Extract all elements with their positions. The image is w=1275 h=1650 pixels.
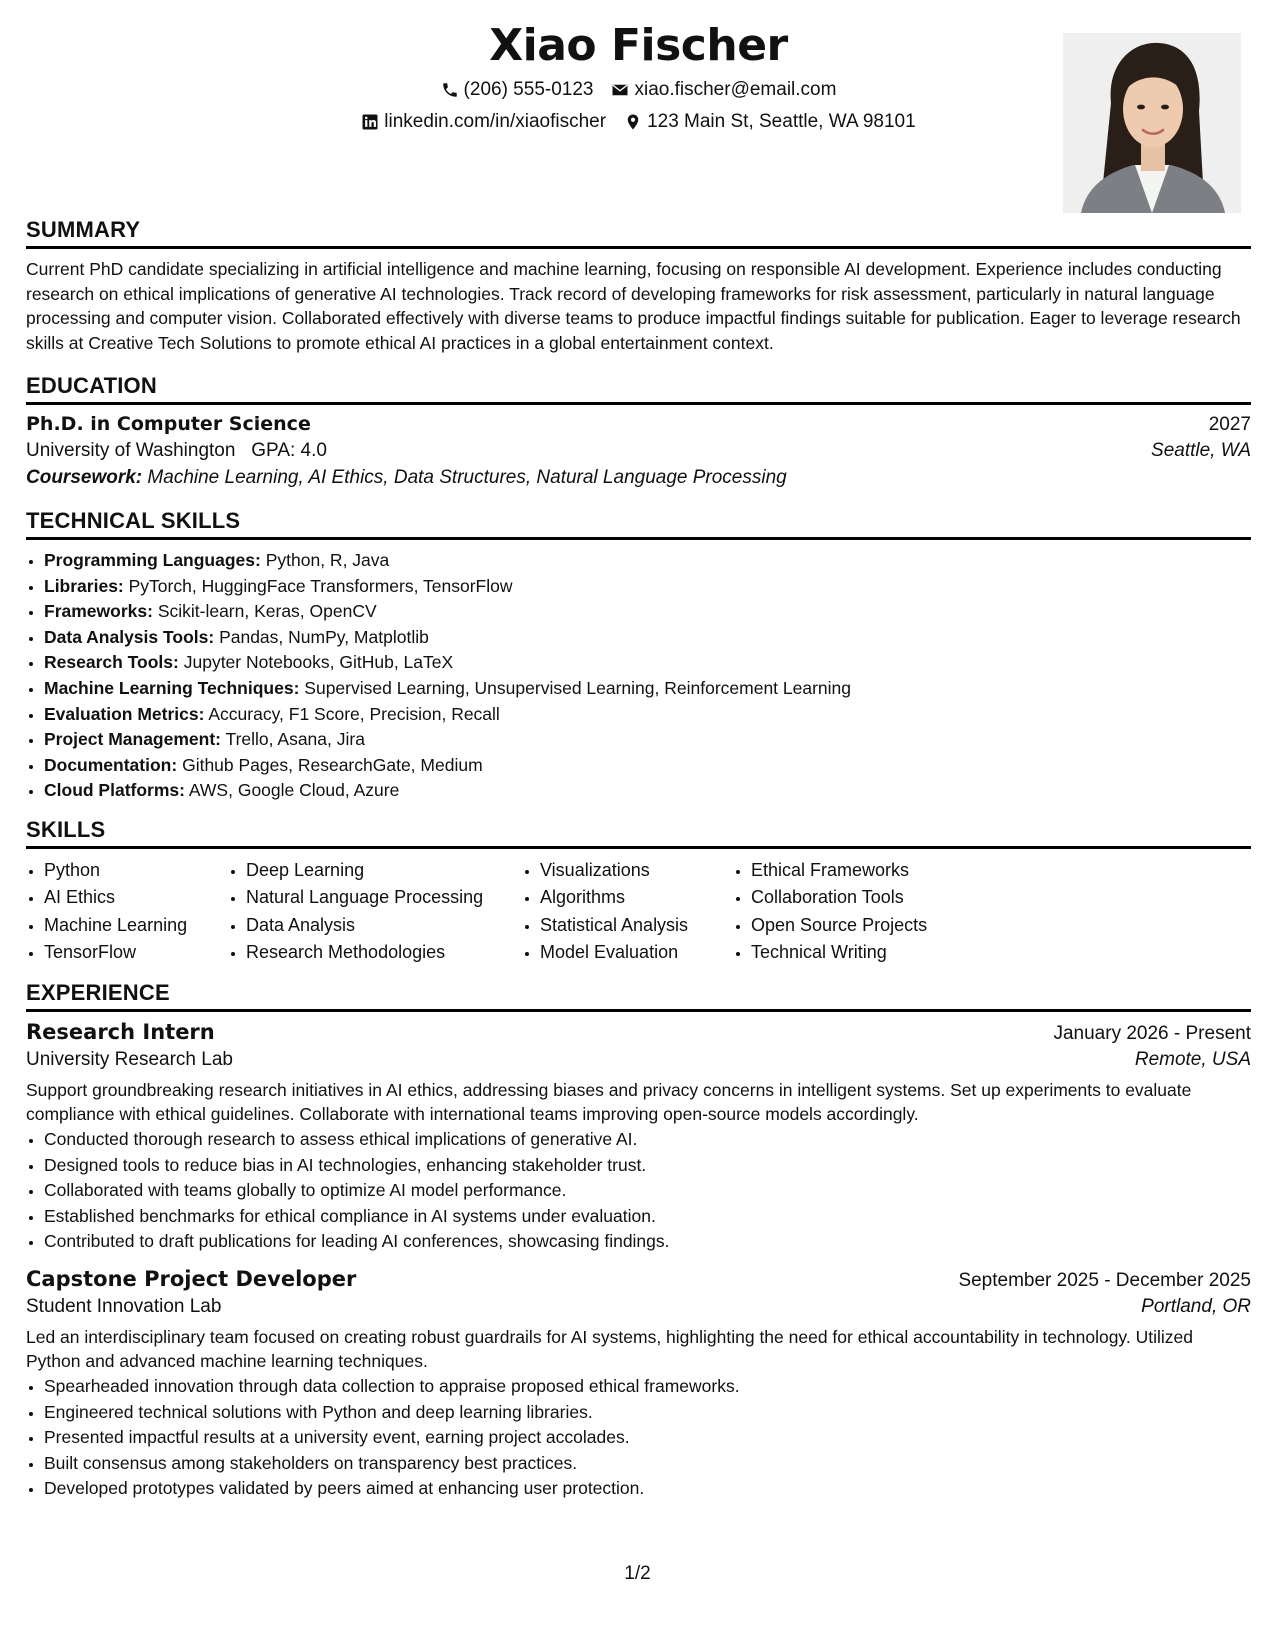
coursework-label: Coursework:	[26, 467, 143, 488]
technical-skill-item	[44, 727, 1251, 753]
technical-skill-value: Python, R, Java	[265, 550, 390, 570]
education-row-1	[26, 413, 1251, 436]
degree-title: Ph.D. in Computer Science	[26, 413, 311, 435]
skill-item: • Ethical Frameworks	[751, 857, 971, 885]
technical-skill-label: Frameworks:	[44, 601, 153, 622]
contact-phone	[441, 79, 594, 101]
job-location: Remote, USA	[1134, 1048, 1251, 1070]
technical-skill-label: Machine Learning Techniques:	[44, 677, 300, 698]
coursework-line	[26, 467, 1251, 489]
job-org-row	[26, 1049, 1251, 1071]
education-row-2	[26, 440, 1251, 462]
job-org-row	[26, 1296, 1251, 1318]
address-text: 123 Main St, Seattle, WA 98101	[647, 111, 916, 132]
technical-skill-item	[44, 574, 1251, 600]
job-entry	[26, 1267, 1251, 1502]
resume-header	[26, 0, 1251, 215]
job-bullet: • Built consensus among stakeholders on transparency best practices.	[44, 1451, 1251, 1477]
job-organization: University Research Lab	[26, 1048, 233, 1070]
technical-skill-value: Pandas, NumPy, Matplotlib	[219, 626, 429, 647]
coursework-list: Machine Learning, AI Ethics, Data Structures, Natural Language Processing	[147, 467, 787, 488]
skills-column	[733, 857, 971, 967]
email-text[interactable]: xiao.fischer@email.com	[634, 79, 837, 100]
gpa: GPA: 4.0	[251, 440, 327, 461]
skills-grid	[26, 857, 1251, 967]
job-bullet: • Developed prototypes validated by peers aimed at enhancing user protection.	[44, 1476, 1251, 1502]
skill-item: • Model Evaluation	[540, 939, 733, 967]
skill-item: • Machine Learning	[44, 912, 228, 940]
school-name: University of Washington	[26, 440, 236, 461]
job-description: Support groundbreaking research initiatives in AI ethics, addressing biases and privacy concerns in intelligent systems. Set up experiments to evaluate compliance with ethical guidelines. Collaborate with international teams improving open-source models accordingly.	[26, 1079, 1192, 1125]
linkedin-icon	[361, 113, 379, 131]
technical-skill-item	[44, 778, 1251, 804]
technical-skill-item	[44, 650, 1251, 676]
resume-page	[26, 0, 1251, 1502]
job-bullet: • Collaborated with teams globally to optimize AI model performance.	[44, 1178, 1251, 1204]
summary-section	[26, 216, 1251, 355]
skill-item: • Data Analysis	[246, 912, 522, 940]
summary-heading: SUMMARY	[26, 216, 1251, 249]
job-bullet: • Presented impactful results at a university event, earning project accolades.	[44, 1425, 1251, 1451]
skill-item: • Open Source Projects	[751, 912, 971, 940]
education-heading: EDUCATION	[26, 372, 1251, 405]
technical-skill-item	[44, 599, 1251, 625]
skill-item: • Deep Learning	[246, 857, 522, 885]
technical-skill-item	[44, 548, 1251, 574]
skill-item: • Python	[44, 857, 228, 885]
contact-linkedin[interactable]	[361, 111, 606, 133]
technical-skill-value: PyTorch, HuggingFace Transformers, TensorFlow	[128, 575, 513, 596]
skills-heading: SKILLS	[26, 816, 1251, 849]
technical-skill-value: Trello, Asana, Jira	[225, 729, 365, 750]
skill-item: • Algorithms	[540, 884, 733, 912]
technical-skill-value: AWS, Google Cloud, Azure	[188, 780, 400, 801]
experience-list	[26, 1020, 1251, 1502]
skill-item: • Research Methodologies	[246, 939, 522, 967]
technical-skill-item	[44, 676, 1251, 702]
contact-address	[624, 111, 916, 133]
technical-skill-label: Documentation:	[44, 754, 178, 775]
job-entry	[26, 1020, 1251, 1255]
technical-skills-section	[26, 507, 1251, 804]
technical-skill-value: Github Pages, ResearchGate, Medium	[182, 754, 483, 775]
skills-column	[522, 857, 733, 967]
technical-skill-label: Cloud Platforms:	[44, 780, 185, 801]
skills-column	[26, 857, 228, 967]
experience-section	[26, 979, 1251, 1502]
job-bullet: • Spearheaded innovation through data collection to appraise proposed ethical frameworks.	[44, 1374, 1251, 1400]
phone-icon	[441, 81, 459, 99]
skill-item: • Collaboration Tools	[751, 884, 971, 912]
job-role: Research Intern	[26, 1019, 215, 1044]
job-dates: January 2026 - Present	[1053, 1022, 1251, 1044]
profile-photo	[1063, 33, 1241, 213]
page-number: 1/2	[624, 1563, 651, 1584]
technical-skill-label: Data Analysis Tools:	[44, 626, 215, 647]
technical-skills-list	[26, 548, 1251, 804]
job-header-row	[26, 1267, 1251, 1292]
job-organization: Student Innovation Lab	[26, 1295, 222, 1317]
skill-item: • Technical Writing	[751, 939, 971, 967]
job-header-row	[26, 1020, 1251, 1045]
technical-skills-heading: TECHNICAL SKILLS	[26, 507, 1251, 540]
skill-item: • Natural Language Processing	[246, 884, 522, 912]
candidate-name: Xiao Fischer	[489, 20, 788, 71]
technical-skill-label: Programming Languages:	[44, 550, 261, 570]
technical-skill-value: Accuracy, F1 Score, Precision, Recall	[208, 703, 500, 724]
technical-skill-value: Supervised Learning, Unsupervised Learning, Reinforcement Learning	[304, 677, 852, 698]
phone-text: (206) 555-0123	[463, 79, 594, 100]
contact-email[interactable]	[611, 79, 836, 101]
job-bullet: • Engineered technical solutions with Python and deep learning libraries.	[44, 1400, 1251, 1426]
linkedin-text[interactable]: linkedin.com/in/xiaofischer	[384, 111, 607, 132]
skill-item: • AI Ethics	[44, 884, 228, 912]
job-bullet: • Designed tools to reduce bias in AI technologies, enhancing stakeholder trust.	[44, 1153, 1251, 1179]
job-location: Portland, OR	[1141, 1295, 1251, 1317]
job-role: Capstone Project Developer	[26, 1266, 357, 1291]
experience-heading: EXPERIENCE	[26, 979, 1251, 1012]
map-pin-icon	[624, 113, 642, 131]
job-bullets	[26, 1374, 1251, 1502]
job-description: Led an interdisciplinary team focused on creating robust guardrails for AI systems, highlighting the need for ethical accountability in technology. Utilized Python and advanced machine learning techniques.	[26, 1326, 1193, 1372]
technical-skill-item	[44, 625, 1251, 651]
skills-section	[26, 816, 1251, 967]
skills-column	[228, 857, 522, 967]
skill-item: • TensorFlow	[44, 939, 228, 967]
technical-skill-value: Jupyter Notebooks, GitHub, LaTeX	[183, 652, 454, 673]
school-and-gpa	[26, 440, 327, 462]
skill-item: • Statistical Analysis	[540, 912, 733, 940]
job-dates: September 2025 - December 2025	[958, 1269, 1251, 1291]
job-bullets	[26, 1127, 1251, 1255]
envelope-icon	[611, 81, 629, 99]
portrait-illustration	[1063, 33, 1241, 213]
technical-skill-item	[44, 753, 1251, 779]
technical-skill-value: Scikit-learn, Keras, OpenCV	[157, 601, 377, 622]
technical-skill-label: Libraries:	[44, 575, 124, 596]
school-location: Seattle, WA	[1151, 440, 1251, 461]
technical-skill-label: Research Tools:	[44, 652, 179, 673]
job-bullet: • Established benchmarks for ethical compliance in AI systems under evaluation.	[44, 1204, 1251, 1230]
technical-skill-label: Project Management:	[44, 729, 221, 750]
job-bullet: • Conducted thorough research to assess ethical implications of generative AI.	[44, 1127, 1251, 1153]
graduation-year: 2027	[1208, 414, 1251, 435]
summary-text: Current PhD candidate specializing in artificial intelligence and machine learning, focusing on responsible AI development. Experience includes conducting research on ethical implications of generative AI technologies. Track record of developing frameworks for risk assessment, particularly in natural language processing and computer vision. Collaborated effectively with diverse teams to produce impactful findings suitable for publication. Eager to leverage research skills at Creative Tech Solutions to promote ethical AI practices in a global entertainment context.	[26, 259, 1241, 353]
job-bullet: • Contributed to draft publications for leading AI conferences, showcasing findings.	[44, 1229, 1251, 1255]
technical-skill-item	[44, 702, 1251, 728]
education-section	[26, 372, 1251, 489]
skill-item: • Visualizations	[540, 857, 733, 885]
technical-skill-label: Evaluation Metrics:	[44, 703, 205, 724]
